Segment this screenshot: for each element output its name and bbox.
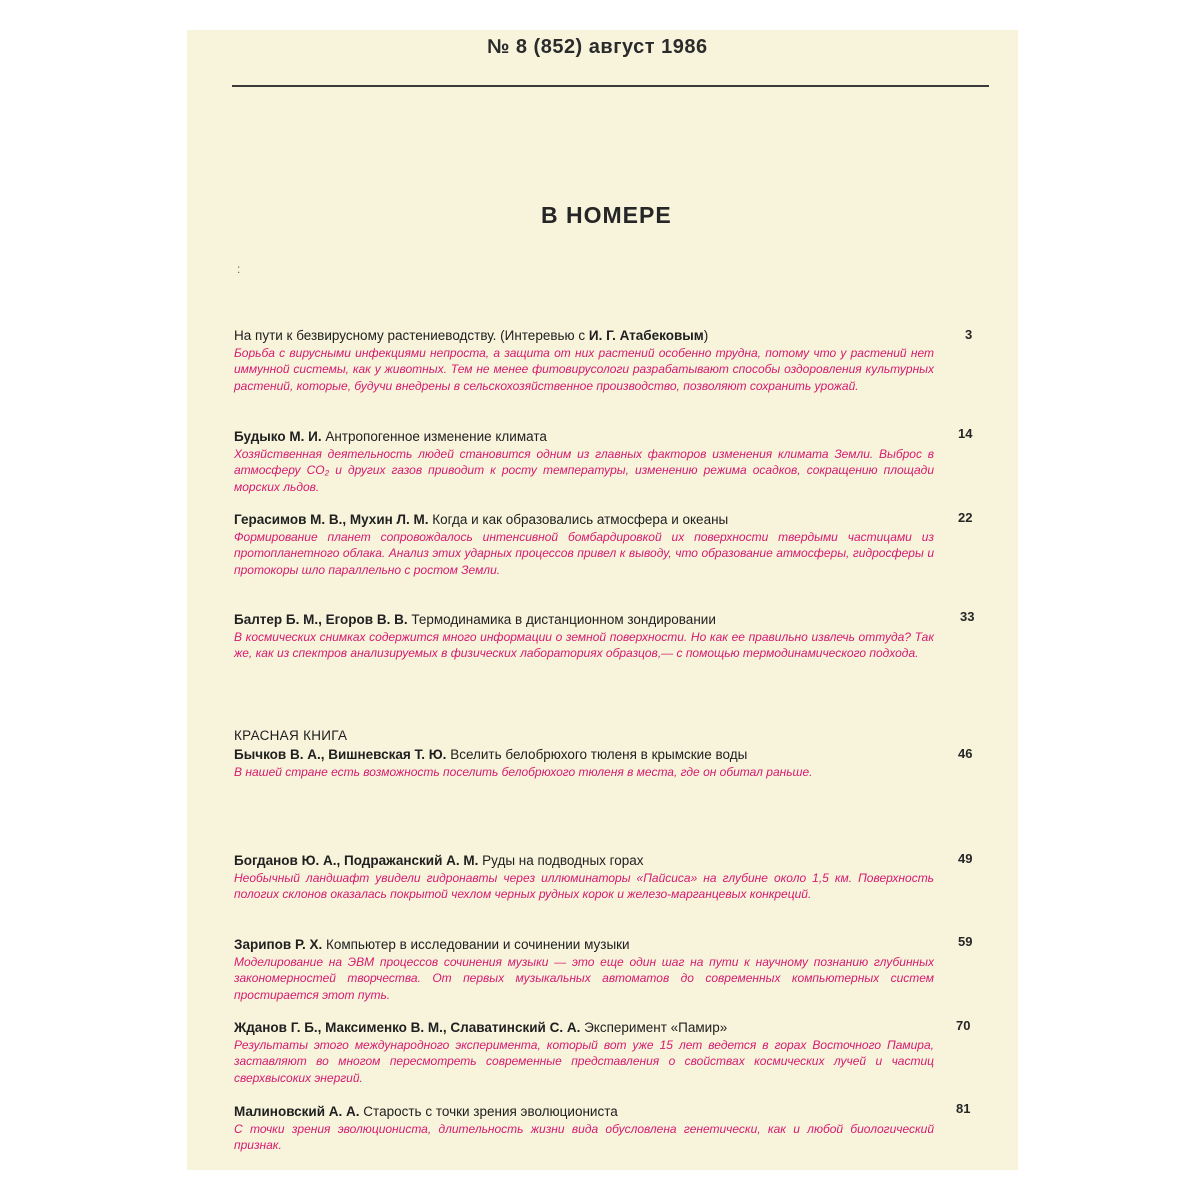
toc-entry [234,746,934,780]
toc-entry [234,936,934,1003]
entry-abstract: Необычный ландшафт увидели гидронавты через иллюминаторы «Пайсиса» на глубине около 1,5 км. Поверхность пологих склонов оказалась покрытой чехлом черных рудных корок и железо-марганцевых конкреций. [234,871,934,902]
entry-title-bold: И. Г. Атабековым [588,328,704,343]
toc-entry [234,428,934,495]
header-rule [232,85,989,87]
entry-authors: Будыко М. И. [234,429,322,444]
entry-title [234,511,934,528]
entry-title-text: Когда и как образовались атмосфера и океаны [432,512,729,527]
entry-title [234,746,934,763]
entry-abstract: Хозяйственная деятельность людей становится одним из главных факторов изменения климата Земли. Выброс в атмосферу CO₂ и других газов приводит к росту температуры, изменению режима осадков, сокращению площади морских льдов. [234,447,934,494]
journal-page [187,30,1018,1170]
page-number: 59 [958,934,973,949]
entry-title-text: Вселить белобрюхого тюленя в крымские воды [450,747,748,762]
entry-title [234,611,934,628]
section-label: КРАСНАЯ КНИГА [234,728,348,743]
page-number: 14 [958,426,973,441]
page-number: 46 [958,746,973,761]
entry-title [234,428,934,445]
entry-authors: Малиновский А. А. [234,1104,360,1119]
page-number: 22 [958,510,973,525]
page-number: 81 [956,1101,971,1116]
entry-title-text: Эксперимент «Памир» [584,1020,728,1035]
issue-header: № 8 (852) август 1986 [487,36,708,58]
entry-authors: Жданов Г. Б., Максименко В. М., Славатинский С. А. [234,1020,581,1035]
entry-title-text: На пути к безвирусному растениеводству. (Интеревью с [234,328,589,343]
toc-entry [234,852,934,903]
entry-abstract: В космических снимках содержится много информации о земной поверхности. Но как ее правильно извлечь оттуда? Так же, как из спектров анализируемых в физических лабораториях образцов,— с помощью термодинамического подхода. [234,630,934,661]
contents-heading: В НОМЕРЕ [541,202,672,228]
entry-abstract: Моделирование на ЭВМ процессов сочинения музыки — это еще один шаг на пути к научному познанию глубинных закономерностей творчества. От первых музыкальных автоматов до современных компьютерных систем простирается этот путь. [234,955,934,1002]
page-number: 3 [965,327,973,342]
entry-title [234,936,934,953]
entry-abstract: Результаты этого международного эксперимента, который вот уже 15 лет ведется в горах Восточного Памира, заставляют во многом пересмотреть современные представления о свойствах космических лучей и частиц сверхвысоких энергий. [234,1038,934,1085]
toc-entry [234,1019,934,1086]
toc-entry [234,511,934,578]
entry-title [234,327,934,344]
entry-authors: Богданов Ю. А., Подражанский А. М. [234,853,479,868]
entry-title-text: Старость с точки зрения эволюциониста [363,1104,618,1119]
entry-title-text: Антропогенное изменение климата [325,429,547,444]
entry-abstract: С точки зрения эволюциониста, длительность жизни вида обусловлена генетически, как и любой биологический признак. [234,1122,934,1153]
entry-title-text: Компьютер в исследовании и сочинении музыки [325,937,630,952]
entry-authors: Герасимов М. В., Мухин Л. М. [234,512,429,527]
page-number: 70 [956,1018,971,1033]
entry-authors: Зарипов Р. Х. [234,937,323,952]
toc-entry [234,611,934,662]
entry-title [234,852,934,869]
entry-title-end: ) [703,328,709,343]
page-number: 49 [958,851,973,866]
entry-title-text: Руды на подводных горах [482,853,644,868]
toc-entry [234,1103,934,1154]
page-number: 33 [960,609,975,624]
entry-abstract: Формирование планет сопровождалось интенсивной бомбардировкой их поверхности твердыми частицами из протопланетного облака. Анализ этих ударных процессов привел к выводу, что образование атмосферы, гидросферы и протокоры шло параллельно с ростом Земли. [234,530,934,577]
toc-entry [234,327,934,394]
entry-title [234,1019,934,1036]
entry-abstract: В нашей стране есть возможность поселить белобрюхого тюленя в места, где он обитал раньше. [234,765,813,779]
entry-authors: Балтер Б. М., Егоров В. В. [234,612,408,627]
entry-title-text: Термодинамика в дистанционном зондировании [411,612,716,627]
entry-authors: Бычков В. А., Вишневская Т. Ю. [234,747,447,762]
stray-mark: : [237,262,241,276]
entry-title [234,1103,934,1120]
entry-abstract: Борьба с вирусными инфекциями непроста, а защита от них растений особенно трудна, потому что у растений нет иммунной системы, как у животных. Тем не менее фитовирусологи разрабатывают способы оздоровления культурных растений, которые, будучи внедрены в сельскохозяйственное производство, позволяют сохранить урожай. [234,346,934,393]
